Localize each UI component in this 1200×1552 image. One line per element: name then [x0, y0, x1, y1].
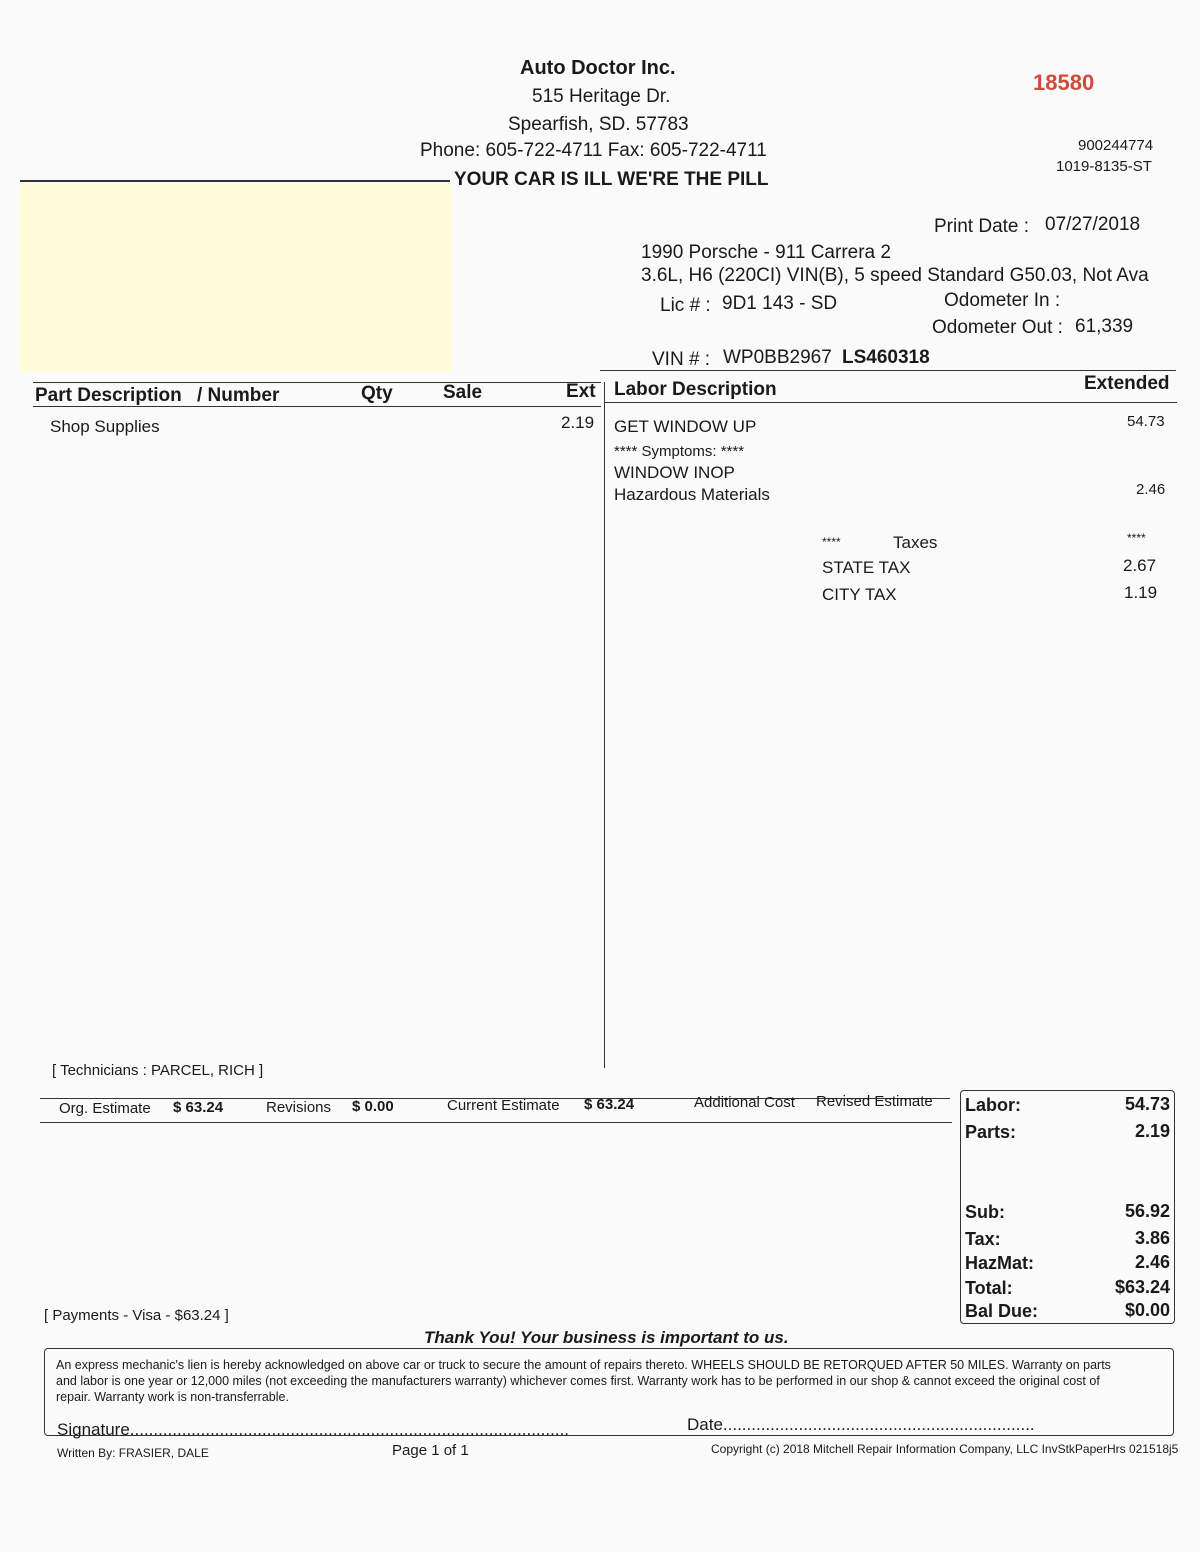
table-top-rule	[600, 370, 1176, 371]
col-ext: Ext	[566, 381, 596, 402]
revisions-label: Revisions	[266, 1099, 332, 1116]
taxes-stars-left: ****	[822, 535, 841, 549]
thank-you-message: Thank You! Your business is important to us.	[424, 1328, 789, 1347]
vin-label: VIN # :	[652, 349, 711, 370]
state-tax-label: STATE TAX	[822, 558, 911, 577]
totals-hazmat: 2.46	[1134, 1252, 1170, 1272]
page-number: Page 1 of 1	[392, 1442, 469, 1459]
print-date-label: Print Date :	[934, 216, 1030, 237]
totals-tax-label: Tax:	[965, 1229, 1001, 1249]
odometer-in-label: Odometer In :	[944, 290, 1061, 311]
totals-labor-label: Labor:	[965, 1095, 1021, 1115]
taxes-stars-right: ****	[1127, 531, 1146, 545]
totals-balance-label: Bal Due:	[965, 1301, 1039, 1321]
labor-symptoms-heading: **** Symptoms: ****	[614, 443, 745, 460]
labor-hazmat-amount: 2.46	[1136, 481, 1166, 498]
vin-part-b: LS460318	[842, 347, 930, 368]
odometer-out: 61,339	[1075, 316, 1134, 337]
part-ext: 2.19	[561, 413, 595, 432]
additional-cost-label: Additional Cost	[694, 1094, 795, 1111]
labor-job: GET WINDOW UP	[614, 417, 757, 436]
redacted-customer-block	[20, 184, 452, 372]
labor-symptom: WINDOW INOP	[614, 463, 735, 482]
state-tax-amount: 2.67	[1123, 556, 1157, 575]
city-tax-label: CITY TAX	[822, 585, 897, 604]
col-sale: Sale	[443, 382, 483, 403]
slogan-rule	[20, 180, 450, 182]
part-description: Shop Supplies	[50, 417, 160, 436]
totals-sub: 56.92	[1124, 1201, 1170, 1221]
revised-estimate-label: Revised Estimate	[816, 1093, 933, 1110]
shop-phone-fax: Phone: 605-722-4711 Fax: 605-722-4711	[420, 140, 767, 161]
org-estimate-label: Org. Estimate	[59, 1100, 151, 1117]
vehicle-model: 1990 Porsche - 911 Carrera 2	[641, 242, 891, 263]
totals-balance: $0.00	[1124, 1300, 1170, 1320]
estimate-bottom-rule	[40, 1122, 952, 1123]
col-qty: Qty	[361, 383, 393, 404]
shop-address2: Spearfish, SD. 57783	[508, 114, 689, 135]
org-estimate-amount: $ 63.24	[173, 1099, 224, 1116]
reference-number-1: 900244774	[1078, 137, 1154, 154]
license-number: 9D1 143 - SD	[722, 293, 838, 314]
col-extended: Extended	[1084, 373, 1170, 394]
copyright: Copyright (c) 2018 Mitchell Repair Information Company, LLC InvStkPaperHrs 021518j5	[711, 1442, 1179, 1456]
written-by: Written By: FRASIER, DALE	[57, 1446, 209, 1460]
current-estimate-label: Current Estimate	[447, 1097, 560, 1114]
date-line: Date..................................................................	[687, 1415, 1035, 1434]
shop-address1: 515 Heritage Dr.	[532, 86, 671, 107]
print-date: 07/27/2018	[1045, 214, 1141, 235]
terms-box	[44, 1348, 1174, 1439]
totals-parts: 2.19	[1134, 1121, 1170, 1141]
column-divider	[604, 382, 605, 1068]
taxes-heading: Taxes	[893, 533, 938, 552]
table-header-rule-left	[33, 382, 601, 383]
invoice-number: 18580	[1033, 70, 1095, 95]
shop-slogan: YOUR CAR IS ILL WE'RE THE PILL	[454, 169, 769, 190]
totals-parts-label: Parts:	[965, 1122, 1017, 1142]
totals-labor: 54.73	[1124, 1094, 1170, 1114]
header-bottom-rule-right	[605, 402, 1177, 403]
city-tax-amount: 1.19	[1124, 583, 1158, 602]
technicians: [ Technicians : PARCEL, RICH ]	[52, 1062, 264, 1079]
totals-total-label: Total:	[965, 1278, 1013, 1298]
revisions-amount: $ 0.00	[352, 1098, 394, 1115]
col-part-number: / Number	[197, 385, 280, 406]
labor-hazmat: Hazardous Materials	[614, 485, 770, 504]
terms-text: An express mechanic's lien is hereby acknowledged on above car or truck to secure the amount of repairs thereto. WHEELS SHOULD BE RETORQUED AFTER 50 MILES. Warranty on parts and labor is one year or 12,000 miles (not exceeding the manufacturers warranty) whichever comes first. Warranty work has to be performed in our shop & cannot exceed the original cost of repair. Warranty work is non-transferrable.	[56, 1358, 1111, 1404]
signature-line: Signature.............................................................................................	[57, 1420, 570, 1439]
col-part-description: Part Description	[35, 385, 182, 406]
shop-name: Auto Doctor Inc.	[520, 57, 676, 79]
vin-part-a: WP0BB2967	[723, 347, 832, 368]
labor-job-amount: 54.73	[1127, 413, 1165, 430]
totals-hazmat-label: HazMat:	[965, 1253, 1035, 1273]
totals-box	[960, 1090, 1175, 1324]
payments: [ Payments - Visa - $63.24 ]	[44, 1307, 229, 1324]
odometer-out-label: Odometer Out :	[932, 317, 1063, 338]
current-estimate-amount: $ 63.24	[584, 1096, 635, 1113]
col-labor-description: Labor Description	[614, 379, 777, 400]
reference-number-2: 1019-8135-ST	[1056, 158, 1152, 175]
license-label: Lic # :	[660, 295, 711, 316]
totals-sub-label: Sub:	[965, 1202, 1005, 1222]
totals-tax: 3.86	[1134, 1228, 1170, 1248]
vehicle-engine: 3.6L, H6 (220CI) VIN(B), 5 speed Standard G50.03, Not Ava	[641, 265, 1149, 286]
totals-total: $63.24	[1114, 1277, 1170, 1297]
